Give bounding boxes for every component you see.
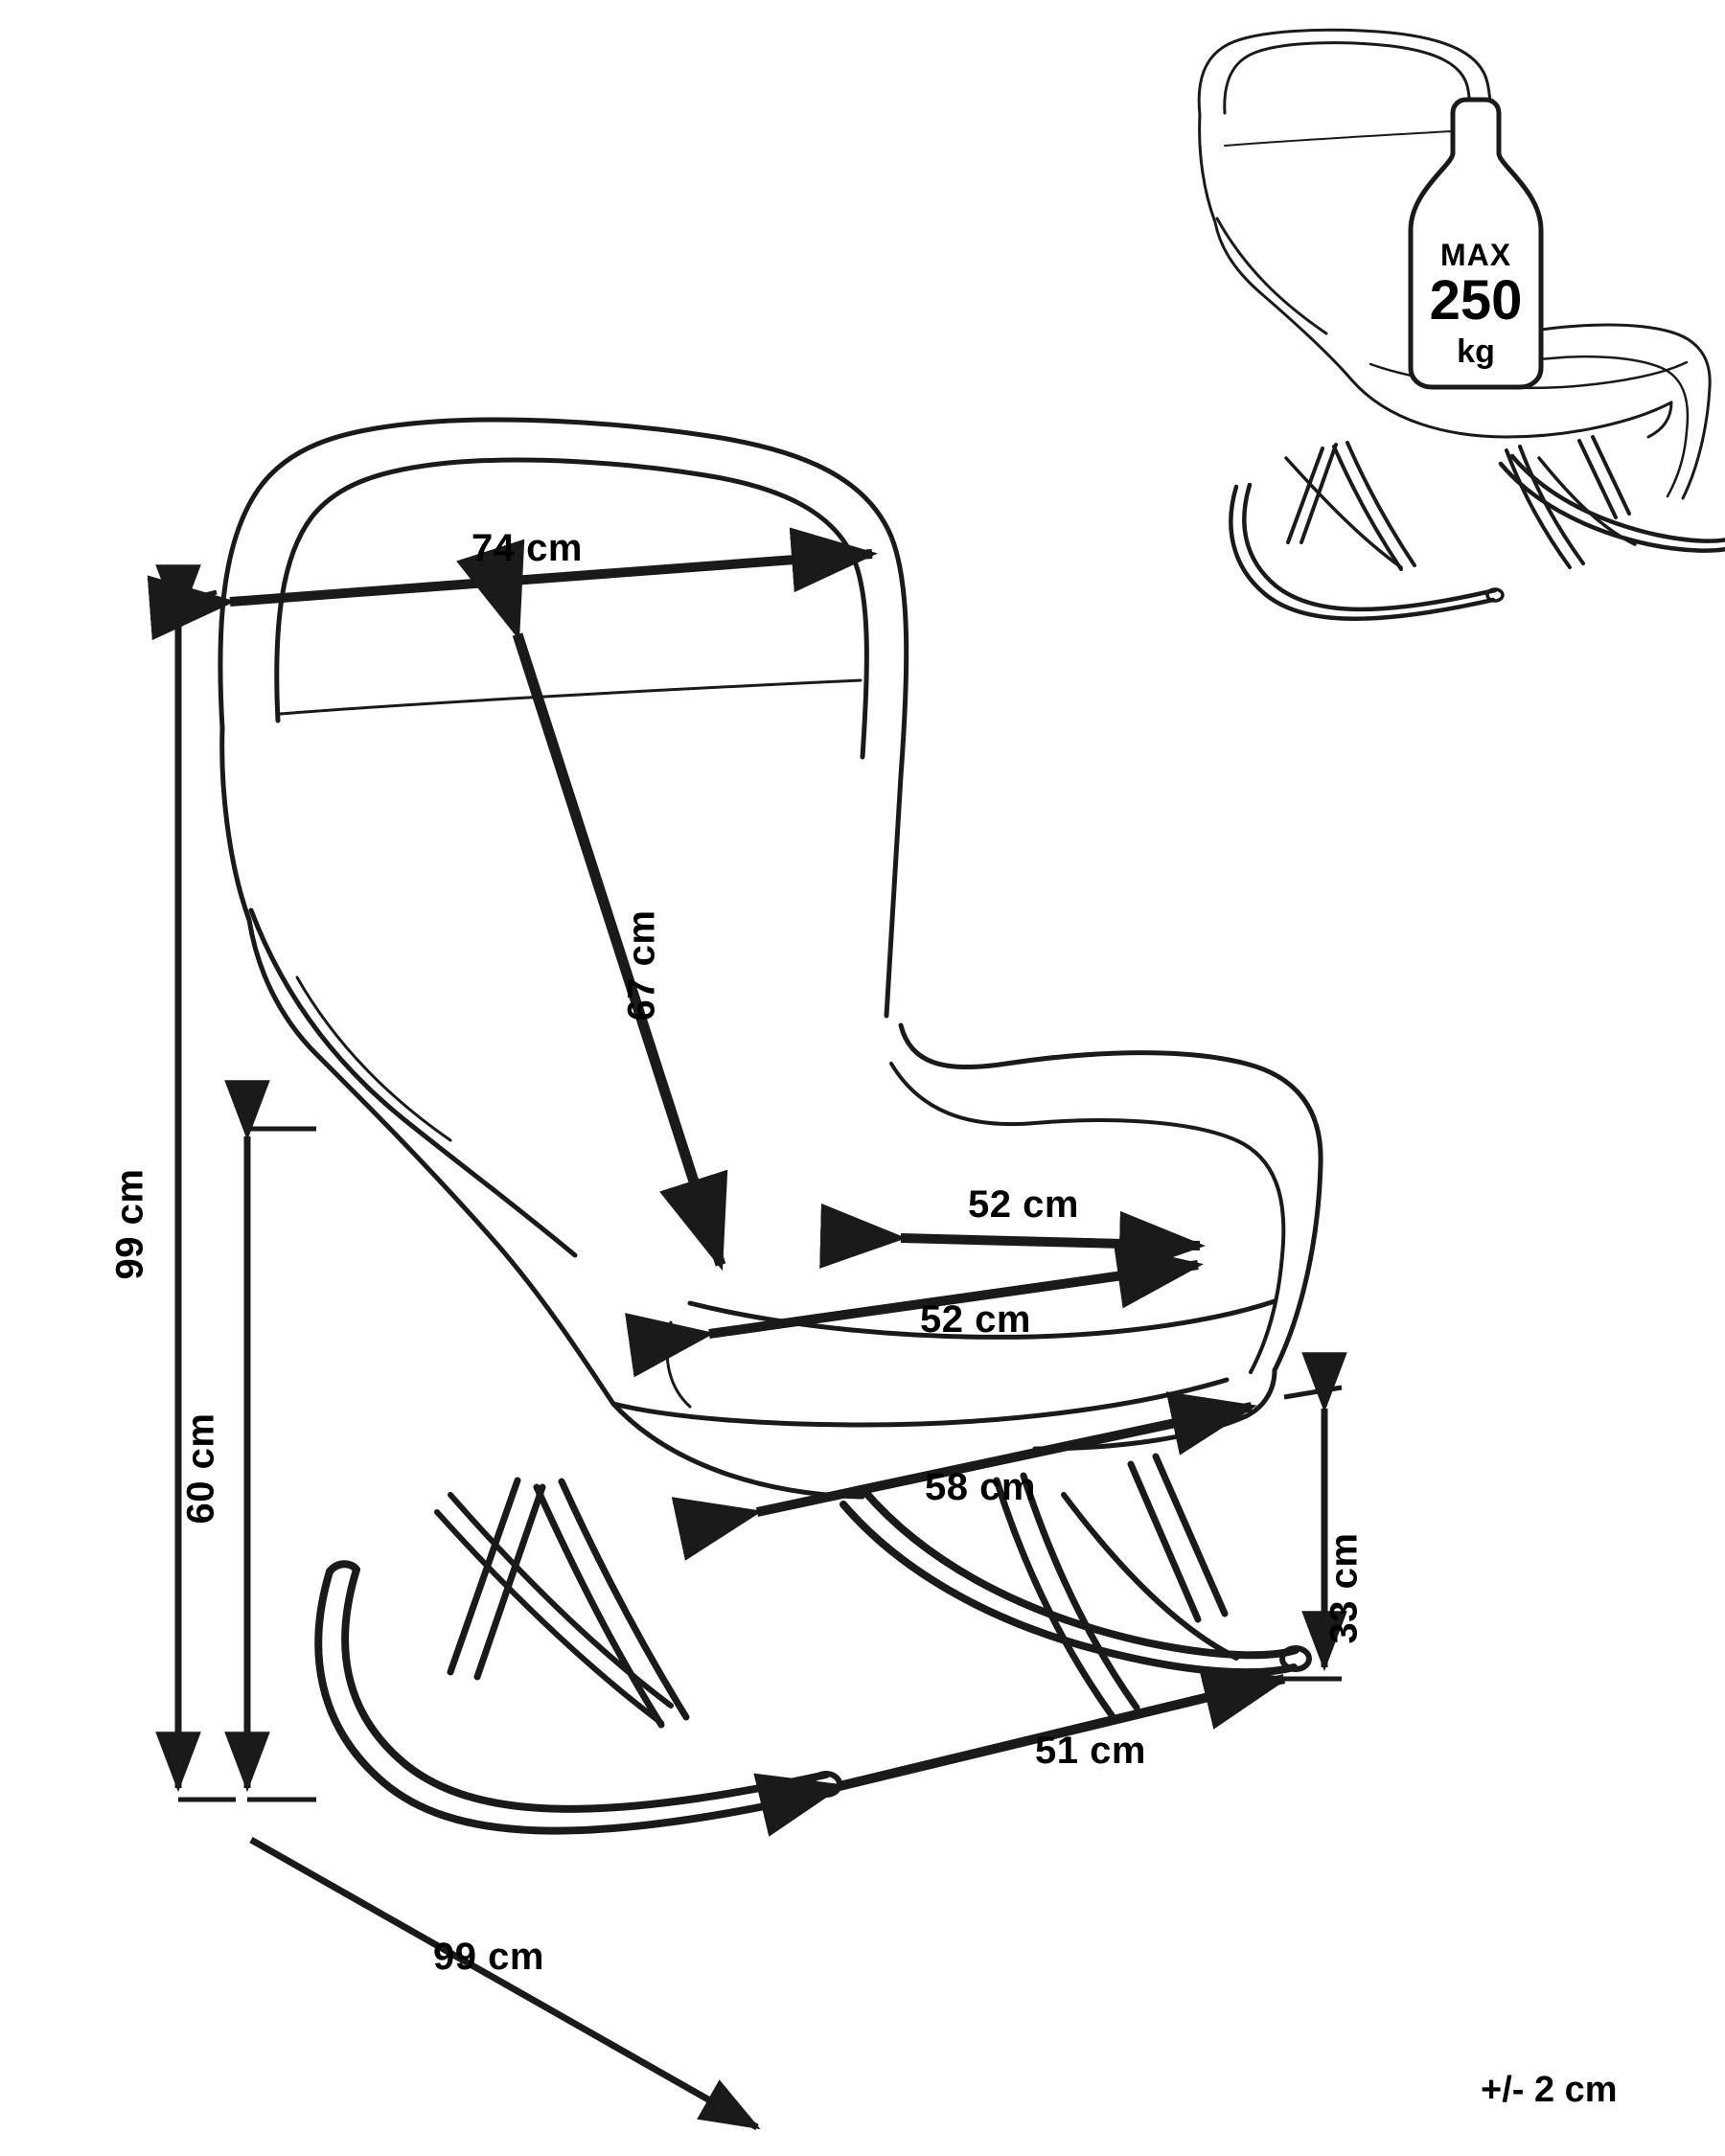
dimension-label-backrest-diagonal: 67 cm [620,909,663,1021]
max-load-value: 250 [1429,269,1523,332]
dimension-label-seat-depth-upper: 52 cm [968,1183,1079,1226]
dimension-label-rocker-span: 51 cm [1035,1730,1146,1772]
dimension-label-width-top: 74 cm [472,527,583,569]
tolerance-label: +/- 2 cm [1481,2070,1618,2110]
dimension-label-base-length: 58 cm [925,1466,1036,1508]
dimension-label-back-height: 60 cm [179,1412,222,1525]
max-load-unit: kg [1457,333,1495,370]
dimension-label-overall-height: 99 cm [108,1168,151,1280]
max-load-max-label: MAX [1439,238,1512,272]
dimension-label-seat-height: 33 cm [1322,1532,1366,1644]
dimension-label-overall-depth: 99 cm [433,1936,544,1978]
dimension-label-seat-depth-lower: 52 cm [920,1298,1031,1341]
